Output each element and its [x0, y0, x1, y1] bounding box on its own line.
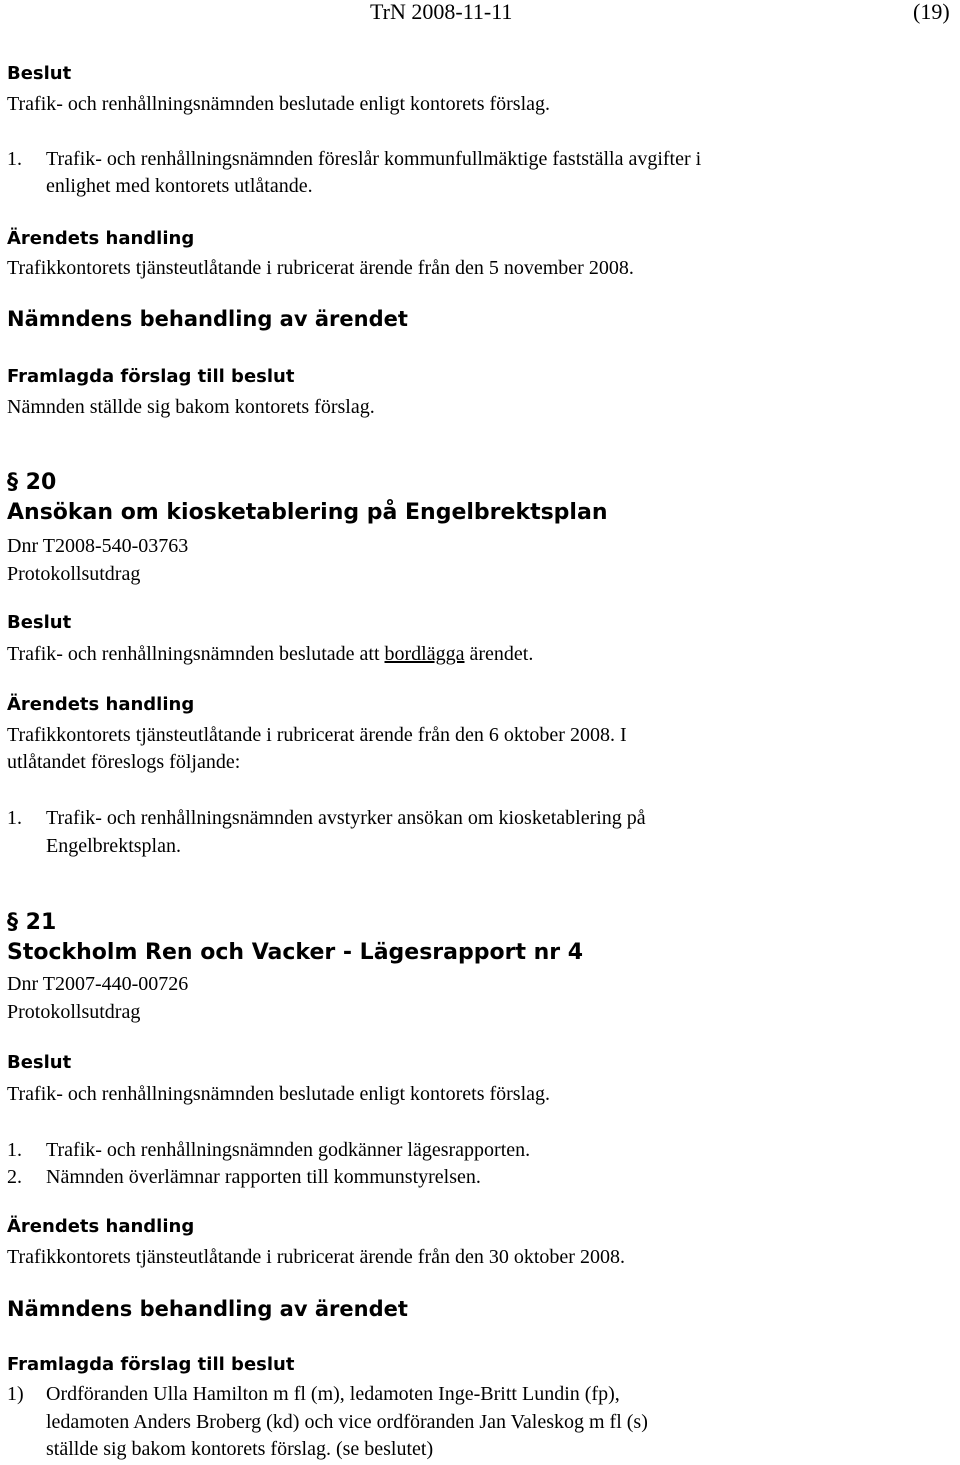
beslut-heading: Beslut — [7, 63, 72, 84]
list-item-text: Trafik- och renhållningsnämnden avstyrker ansökan om kiosketablering på — [46, 807, 646, 829]
section-number: § 20 — [7, 470, 57, 495]
namndens-behandling-heading: Nämndens behandling av ärendet — [7, 307, 408, 331]
protokollsutdrag-text: Protokollsutdrag — [7, 563, 141, 585]
framlagda-forslag-heading: Framlagda förslag till beslut — [7, 1354, 295, 1375]
beslut-text: Trafik- och renhållningsnämnden beslutade enligt kontorets förslag. — [7, 93, 551, 115]
dnr-text: Dnr T2007-440-00726 — [7, 973, 189, 995]
framlagda-forslag-text-continued: ställde sig bakom kontorets förslag. (se beslutet) — [46, 1438, 434, 1460]
beslut-text: Trafik- och renhållningsnämnden beslutade enligt kontorets förslag. — [7, 1083, 551, 1105]
list-item-text: Trafik- och renhållningsnämnden godkänner lägesrapporten. — [46, 1139, 531, 1161]
arendets-handling-text: Trafikkontorets tjänsteutlåtande i rubricerat ärende från den 30 oktober 2008. — [7, 1246, 625, 1268]
list-item-text: Trafik- och renhållningsnämnden föreslår kommunfullmäktige fastställa avgifter i — [46, 148, 702, 170]
list-item-number: 1. — [7, 807, 22, 829]
beslut-text: Trafik- och renhållningsnämnden beslutade att bordlägga ärendet. — [7, 643, 534, 665]
list-item-number: 1) — [7, 1383, 24, 1405]
list-item-text: Nämnden överlämnar rapporten till kommunstyrelsen. — [46, 1166, 481, 1188]
list-item-number: 1. — [7, 1139, 22, 1161]
list-item-number: 1. — [7, 148, 22, 170]
namndens-behandling-heading: Nämndens behandling av ärendet — [7, 1297, 408, 1321]
framlagda-forslag-text: Nämnden ställde sig bakom kontorets förslag. — [7, 396, 375, 418]
section-number: § 21 — [7, 910, 57, 935]
underlined-word: bordlägga — [384, 643, 465, 665]
arendets-handling-text-continued: utlåtandet föreslogs följande: — [7, 751, 241, 773]
section-title: Stockholm Ren och Vacker - Lägesrapport nr 4 — [7, 940, 584, 965]
arendets-handling-heading: Ärendets handling — [7, 228, 195, 249]
dnr-text: Dnr T2008-540-03763 — [7, 535, 189, 557]
list-item-text-continued: enlighet med kontorets utlåtande. — [46, 175, 313, 197]
page-number: (19) — [913, 0, 950, 24]
section-title: Ansökan om kiosketablering på Engelbrektsplan — [7, 500, 608, 525]
arendets-handling-heading: Ärendets handling — [7, 694, 195, 715]
beslut-heading: Beslut — [7, 1052, 72, 1073]
arendets-handling-heading: Ärendets handling — [7, 1216, 195, 1237]
list-item-number: 2. — [7, 1166, 22, 1188]
arendets-handling-text: Trafikkontorets tjänsteutlåtande i rubricerat ärende från den 6 oktober 2008. I — [7, 724, 627, 746]
protokollsutdrag-text: Protokollsutdrag — [7, 1001, 141, 1023]
framlagda-forslag-text-continued: ledamoten Anders Broberg (kd) och vice ordföranden Jan Valeskog m fl (s) — [46, 1411, 648, 1433]
page-header-date: TrN 2008-11-11 — [370, 0, 513, 24]
framlagda-forslag-text: Ordföranden Ulla Hamilton m fl (m), ledamoten Inge-Britt Lundin (fp), — [46, 1383, 620, 1405]
arendets-handling-text: Trafikkontorets tjänsteutlåtande i rubricerat ärende från den 5 november 2008. — [7, 257, 634, 279]
framlagda-forslag-heading: Framlagda förslag till beslut — [7, 366, 295, 387]
list-item-text-continued: Engelbrektsplan. — [46, 835, 181, 857]
beslut-heading: Beslut — [7, 612, 72, 633]
